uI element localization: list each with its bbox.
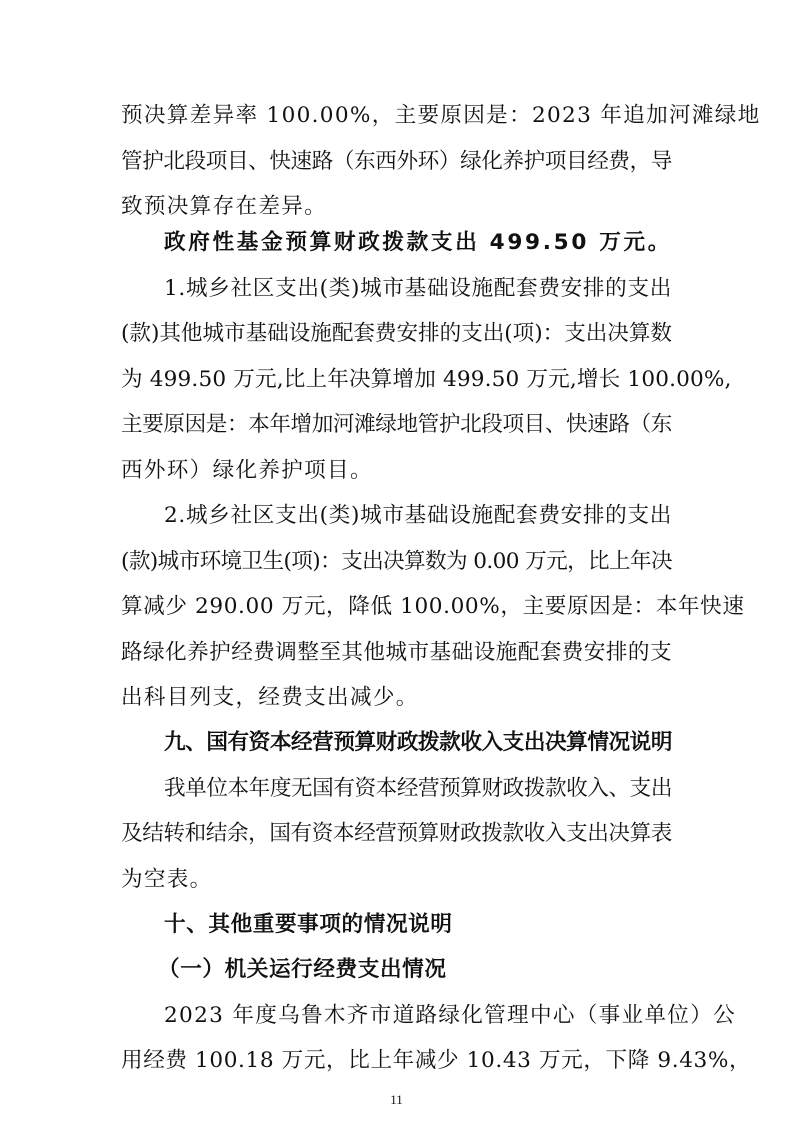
paragraph-line: 及结转和结余，国有资本经营预算财政拨款收入支出决算表 [121,821,672,846]
paragraph-line: 我单位本年度无国有资本经营预算财政拨款收入、支出 [164,776,672,801]
paragraph-line: 算减少 290.00 万元，降低 100.00%，主要原因是：本年快速 [121,594,745,619]
section-heading-nine: 九、国有资本经营预算财政拨款收入支出决算情况说明 [164,730,672,755]
page-number: 11 [390,1092,403,1107]
paragraph-line: (款)其他城市基础设施配套费安排的支出(项)：支出决算数 [121,321,672,346]
paragraph-line: 为 499.50 万元,比上年决算增加 499.50 万元,增长 100.00%, [121,367,732,392]
paragraph-line: 管护北段项目、快速路（东西外环）绿化养护项目经费，导 [121,149,672,174]
paragraph-line: 1.城乡社区支出(类)城市基础设施配套费安排的支出 [164,276,672,301]
paragraph-line: 路绿化养护经费调整至其他城市基础设施配套费安排的支 [121,640,672,665]
paragraph-line: 主要原因是：本年增加河滩绿地管护北段项目、快速路（东 [121,412,672,437]
paragraph-line: 西外环）绿化养护项目。 [121,458,373,483]
paragraph-line: 为空表。 [121,867,213,892]
paragraph-line: 用经费 100.18 万元，比上年减少 10.43 万元，下降 9.43%， [121,1048,752,1073]
section-heading-ten: 十、其他重要事项的情况说明 [164,912,453,937]
subsection-heading: （一）机关运行经费支出情况 [158,957,447,982]
paragraph-line: 2023 年度乌鲁木齐市道路绿化管理中心（事业单位）公 [164,1003,736,1028]
paragraph-line: 出科目列支，经费支出减少。 [121,685,419,710]
paragraph-line: 2.城乡社区支出(类)城市基础设施配套费安排的支出 [164,503,672,528]
paragraph-line: (款)城市环境卫生(项)：支出决算数为 0.00 万元，比上年决 [121,549,672,574]
section-heading-gov-fund: 政府性基金预算财政拨款支出 499.50 万元。 [164,230,672,255]
paragraph-line: 预决算差异率 100.00%，主要原因是：2023 年追加河滩绿地 [121,103,761,128]
paragraph-line: 致预决算存在差异。 [121,194,328,219]
